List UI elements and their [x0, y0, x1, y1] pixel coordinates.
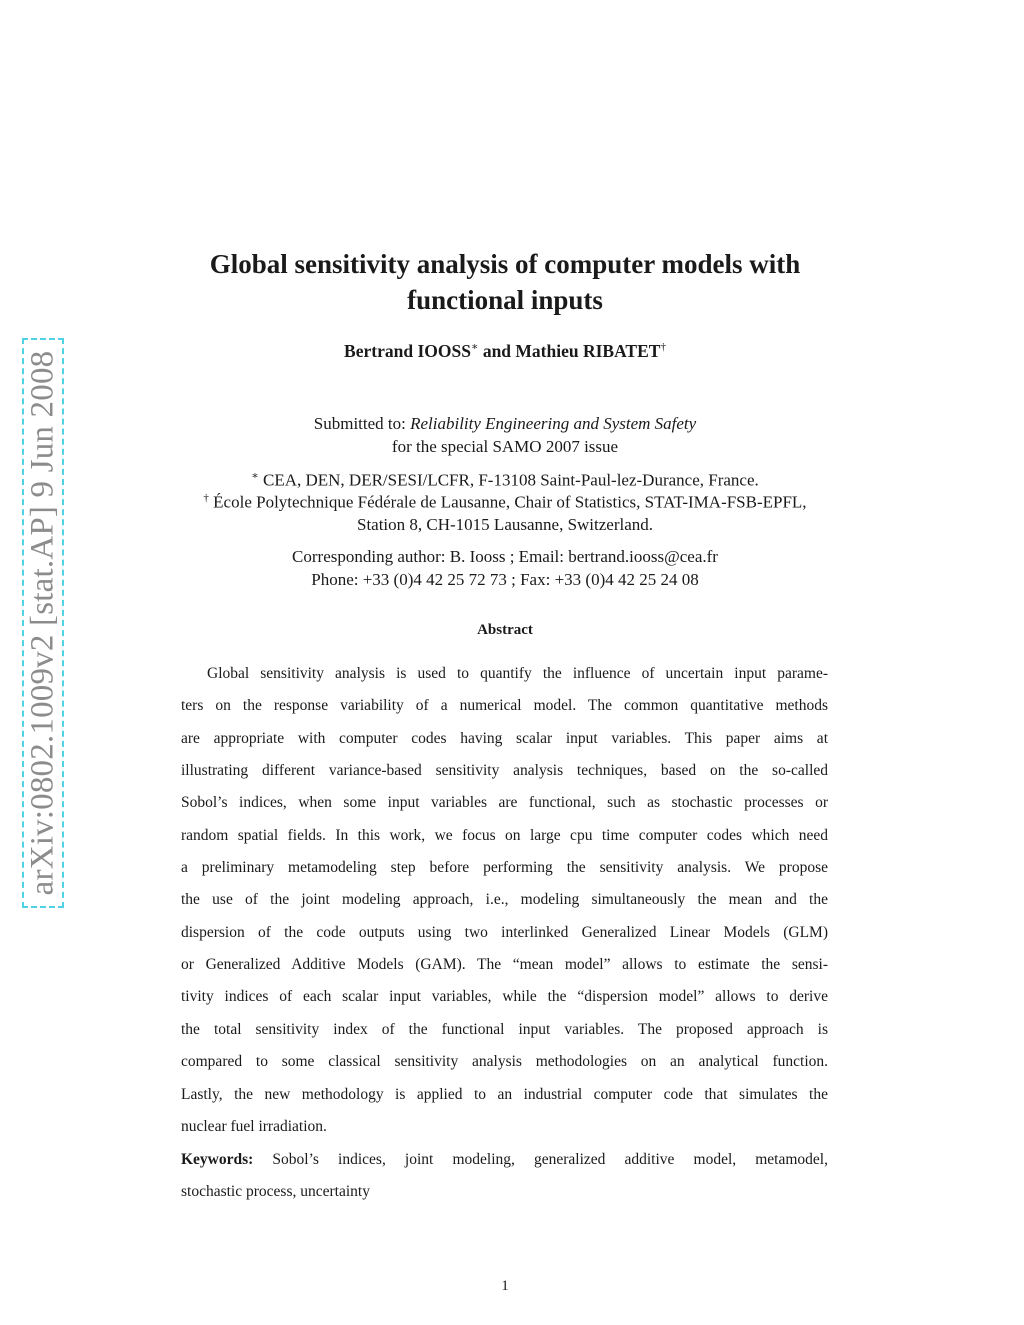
abstract-line: are appropriate with computer codes having scalar input variables. This paper aims at [181, 730, 828, 747]
author-1-mark: ∗ [470, 341, 479, 353]
affiliation-1-text: CEA, DEN, DER/SESI/LCFR, F-13108 Saint-Paul-lez-Durance, France. [258, 470, 759, 490]
abstract-line: ters on the response variability of a numerical model. The common quantitative methods [181, 697, 828, 714]
affiliation-2-address: Station 8, CH-1015 Lausanne, Switzerland. [356, 515, 654, 534]
special-issue-line: for the special SAMO 2007 issue [391, 437, 619, 456]
keywords-line-2: stochastic process, uncertainty [181, 1183, 370, 1200]
author-list [100, 340, 910, 362]
author-1: Bertrand IOOSS [344, 340, 471, 361]
affiliation-2-text: École Polytechnique Fédérale de Lausanne, Chair of Statistics, STAT-IMA-FSB-EPFL, [208, 492, 807, 512]
abstract-line: the total sensitivity index of the functional input variables. The proposed approach is [181, 1021, 828, 1038]
corresponding-author: Corresponding author: B. Iooss ; Email: bertrand.iooss@cea.fr [292, 547, 718, 566]
abstract-line: random spatial fields. In this work, we focus on large cpu time computer codes which need [181, 827, 828, 844]
abstract-line: or Generalized Additive Models (GAM). The “mean model” allows to estimate the sensi- [181, 956, 828, 973]
abstract-line: compared to some classical sensitivity analysis methodologies on an analytical function. [181, 1053, 828, 1070]
title-line-1: Global sensitivity analysis of computer models with [209, 249, 801, 279]
affiliation-1 [100, 469, 910, 491]
page-number: 1 [501, 1278, 509, 1294]
keywords-label: Keywords: [181, 1151, 254, 1168]
submission-prefix: Submitted to: [313, 414, 411, 433]
abstract-line: Global sensitivity analysis is used to quantify the influence of uncertain input parame- [207, 665, 828, 682]
abstract-line: dispersion of the code outputs using two interlinked Generalized Linear Models (GLM) [181, 924, 828, 941]
abstract-line: tivity indices of each scalar input variables, while the “dispersion model” allows to derive [181, 988, 828, 1005]
paper-title [100, 246, 910, 318]
arxiv-identifier: arXiv:0802.1009v2 [stat.AP] 9 Jun 2008 [24, 350, 61, 896]
affiliation-1-mark: ∗ [251, 470, 259, 482]
affiliation-2-mark: † [203, 492, 209, 504]
phone-fax: Phone: +33 (0)4 42 25 72 73 ; Fax: +33 (0)4 42 25 24 08 [311, 570, 699, 589]
keywords-text: Sobol’s indices, joint modeling, generalized additive model, metamodel, [253, 1151, 828, 1168]
author-2-mark: † [660, 341, 666, 353]
abstract-line: a preliminary metamodeling step before performing the sensitivity analysis. We propose [181, 859, 828, 876]
abstract-heading: Abstract [477, 622, 533, 638]
affiliation-2 [100, 492, 910, 513]
abstract-line: the use of the joint modeling approach, i.e., modeling simultaneously the mean and the [181, 891, 828, 908]
abstract-line: nuclear fuel irradiation. [181, 1118, 327, 1135]
submission-line [100, 414, 910, 434]
journal-name: Reliability Engineering and System Safety [410, 414, 697, 433]
title-line-2: functional inputs [407, 285, 603, 315]
abstract-line: Lastly, the new methodology is applied to an industrial computer code that simulates the [181, 1086, 828, 1103]
author-2: Mathieu RIBATET [515, 340, 661, 361]
abstract-line: Sobol’s indices, when some input variables are functional, such as stochastic processes or [181, 794, 828, 811]
abstract-line: illustrating different variance-based sensitivity analysis techniques, based on the so-called [181, 762, 828, 779]
keywords-line-1 [181, 1151, 828, 1169]
author-conjunction: and [478, 340, 516, 361]
